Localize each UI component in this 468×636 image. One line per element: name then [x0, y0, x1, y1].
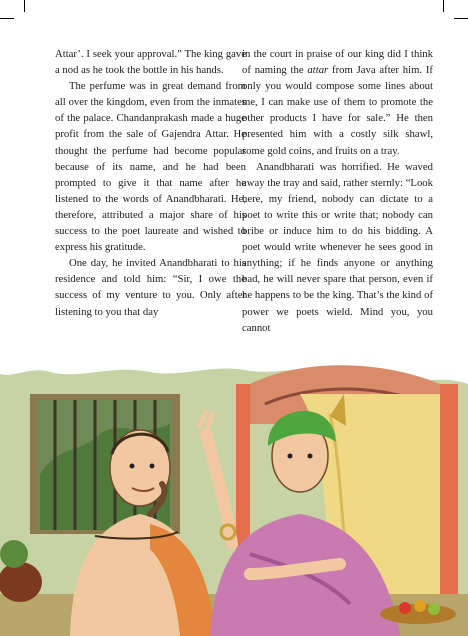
crop-mark-top-left-v [24, 0, 25, 12]
italic-word: attar [307, 64, 329, 77]
paragraph: The perfume was in great demand from all over the kingdom, even from the inmates of the palace. Chandanprakash made a huge profit from the sale of Gajendra Attar. He thought the perfume had become popular because of its name, and he had been prompted to give it that name after he listened to the words of Anandbharati. He, therefore, attributed a major share of his success to the poet laureate and wished to express his gratitude. [55, 80, 246, 254]
paragraph [242, 46, 433, 159]
crop-mark-top-right-v [443, 0, 444, 12]
paragraph: Attar’. I seek your approval.” The king gave a nod as he took the bottle in his hands. [55, 48, 246, 77]
plant [0, 540, 28, 568]
illustration-svg [0, 364, 468, 636]
fruit [399, 602, 411, 614]
text-column-left [55, 46, 246, 320]
paragraph: One day, he invited Anandbharati to his residence and told him: “Sir, I owe the success of my venture to you. Only after listening to you that day [55, 257, 246, 318]
fruit [414, 600, 426, 612]
poet-and-merchant-illustration [0, 364, 468, 636]
fruit [428, 603, 440, 615]
paragraph: Anandbharati was horrified. He waved away the tray and said, rather sternly: “Look here, my friend, nobody can dictate to a poet to write this or write that; nobody can bribe or induce him to do his bidding. A poet would write whenever he sees good in anything; if he finds anyone or anything bad, he will never spare that person, even if he happens to be the king. That’s the kind of power we poets wield. Mind you, you cannot [242, 160, 433, 334]
crop-mark-top-left-h [0, 18, 14, 19]
crop-mark-top-right-h [454, 18, 468, 19]
text-run: in the court in praise of our king did I think of naming the [242, 48, 433, 77]
text-column-right [242, 46, 433, 336]
flower-pot [0, 562, 42, 602]
text-run: from Java after him. If only you would compose some lines about me, I can make use of them to promote the other products I have for sale.” He then presented him with a costly silk shawl, some gold coins, and fruits on a tray. [242, 64, 433, 157]
